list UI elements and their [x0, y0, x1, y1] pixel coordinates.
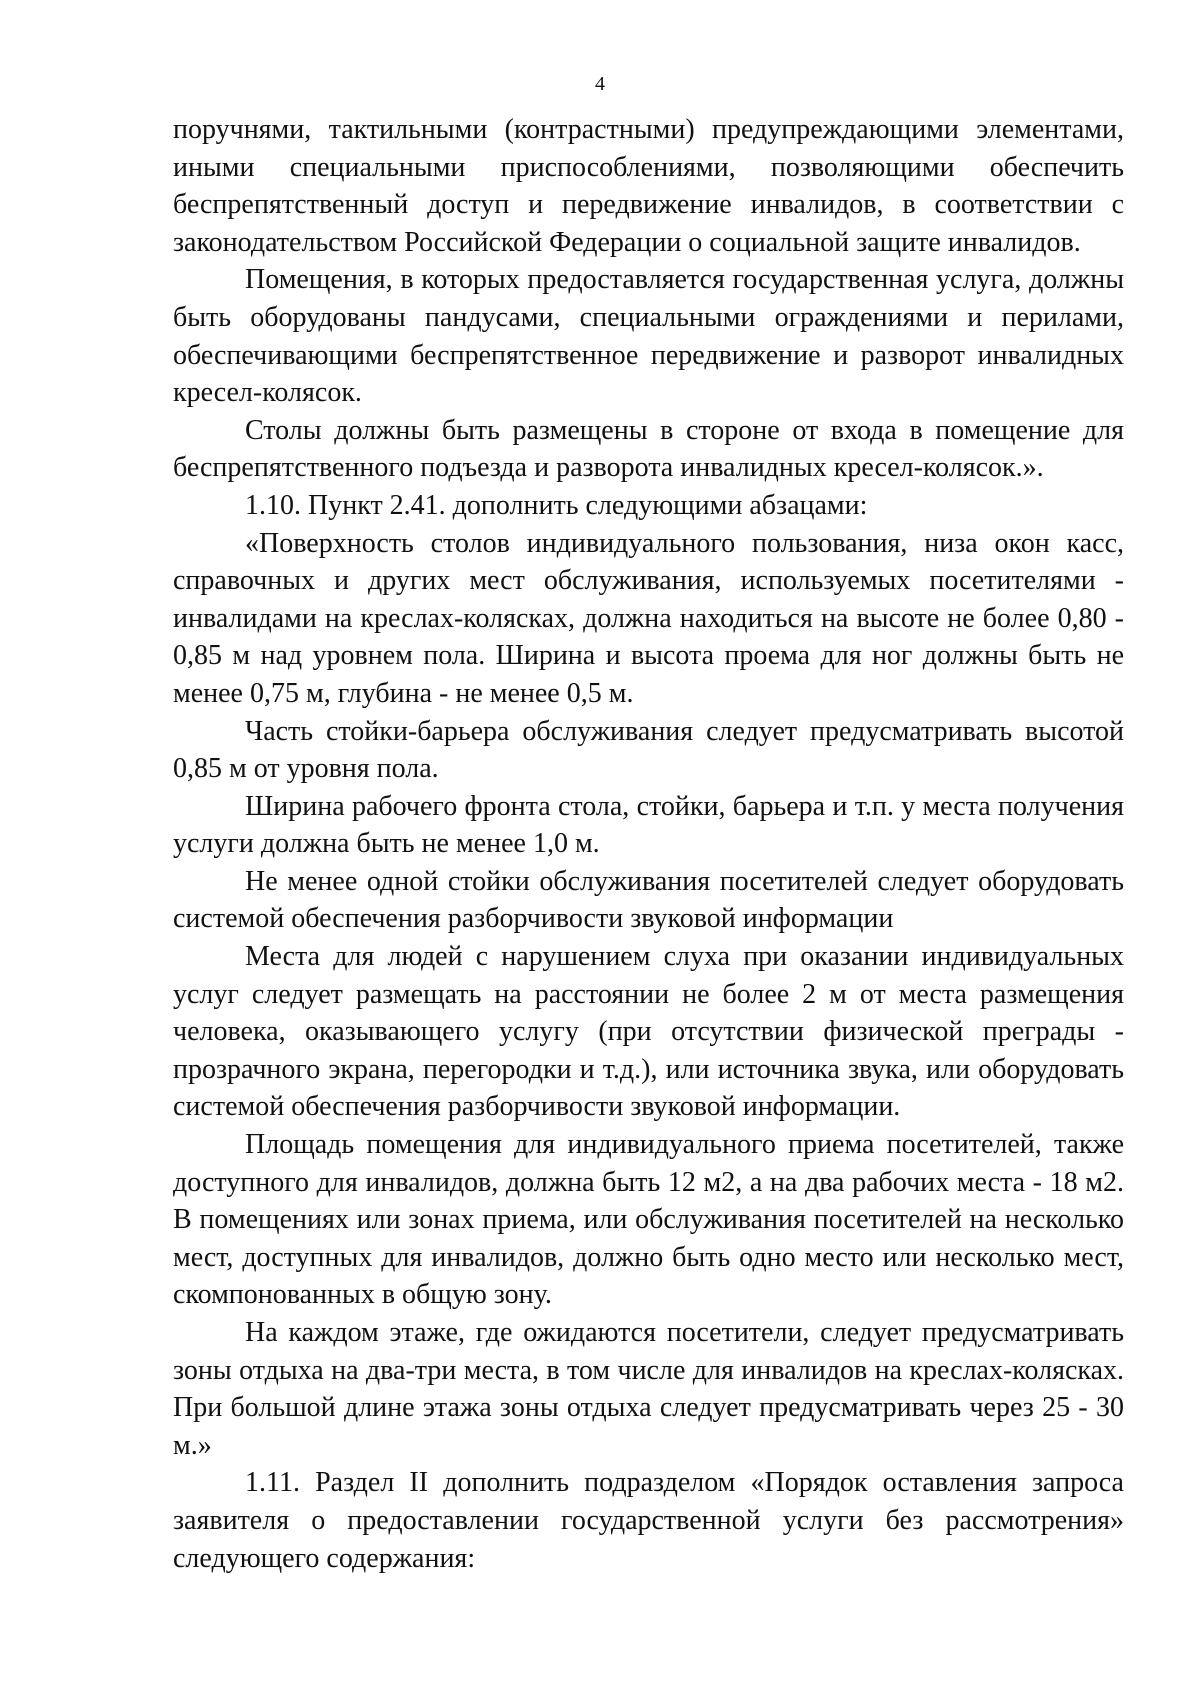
document-body — [173, 111, 1124, 1577]
paragraph: 1.10. Пункт 2.41. дополнить следующими абзацами: — [245, 489, 868, 521]
paragraph: Ширина рабочего фронта стола, стойки, барьера и т.п. у места получения услуги должна быть не менее 1,0 м. — [173, 790, 1124, 860]
paragraph: Столы должны быть размещены в стороне от входа в помещение для беспрепятственного подъезда и разворота инвалидных кресел-колясок.». — [173, 414, 1124, 484]
paragraph: 1.11. Раздел II дополнить подразделом «Порядок оставления запроса заявителя о предоставлении государственной услуги без рассмотрения» следующего содержания: — [173, 1467, 1124, 1574]
paragraph: Не менее одной стойки обслуживания посетителей следует оборудовать системой обеспечения разборчивости звуковой информации — [173, 865, 1124, 935]
paragraph-continuation: поручнями, тактильными (контрастными) предупреждающими элементами, иными специальными приспособлениями, позволяющими обеспечить беспрепятственный доступ и передвижение инвалидов, в соответствии с законодательством Российской Федерации о социальной защите инвалидов. — [173, 114, 1124, 258]
paragraph: Площадь помещения для индивидуального приема посетителей, также доступного для инвалидов, должна быть 12 м2, а на два рабочих места - 18 м2. В помещениях или зонах приема, или обслуживания посетителей на несколько мест, доступных для инвалидов, должно быть одно место или несколько мест, скомпонованных в общую зону. — [173, 1129, 1124, 1311]
page-number: 4 — [595, 73, 605, 95]
paragraph: На каждом этаже, где ожидаются посетители, следует предусматривать зоны отдыха на два-три места, в том числе для инвалидов на креслах-колясках. При большой длине этажа зоны отдыха следует предусматривать через 25 - 30 м.» — [173, 1317, 1124, 1461]
paragraph: Помещения, в которых предоставляется государственная услуга, должны быть оборудованы пандусами, специальными ограждениями и перилами, обеспечивающими беспрепятственное передвижение и разворот инвалидных кресел-колясок. — [173, 264, 1124, 409]
paragraph: Часть стойки-барьера обслуживания следует предусматривать высотой 0,85 м от уровня пола. — [173, 715, 1124, 785]
paragraph: «Поверхность столов индивидуального пользования, низа окон касс, справочных и других мест обслуживания, используемых посетителями - инвалидами на креслах-колясках, должна находиться на высоте не более 0,80 - 0,85 м над уровнем пола. Ширина и высота проема для ног должны быть не менее 0,75 м, глубина - не менее 0,5 м. — [173, 527, 1124, 709]
paragraph: Места для людей с нарушением слуха при оказании индивидуальных услуг следует размещать на расстоянии не более 2 м от места размещения человека, оказывающего услугу (при отсутствии физической преграды - прозрачного экрана, перегородки и т.д.), или источника звука, или оборудовать системой обеспечения разборчивости звуковой информации. — [173, 941, 1124, 1123]
